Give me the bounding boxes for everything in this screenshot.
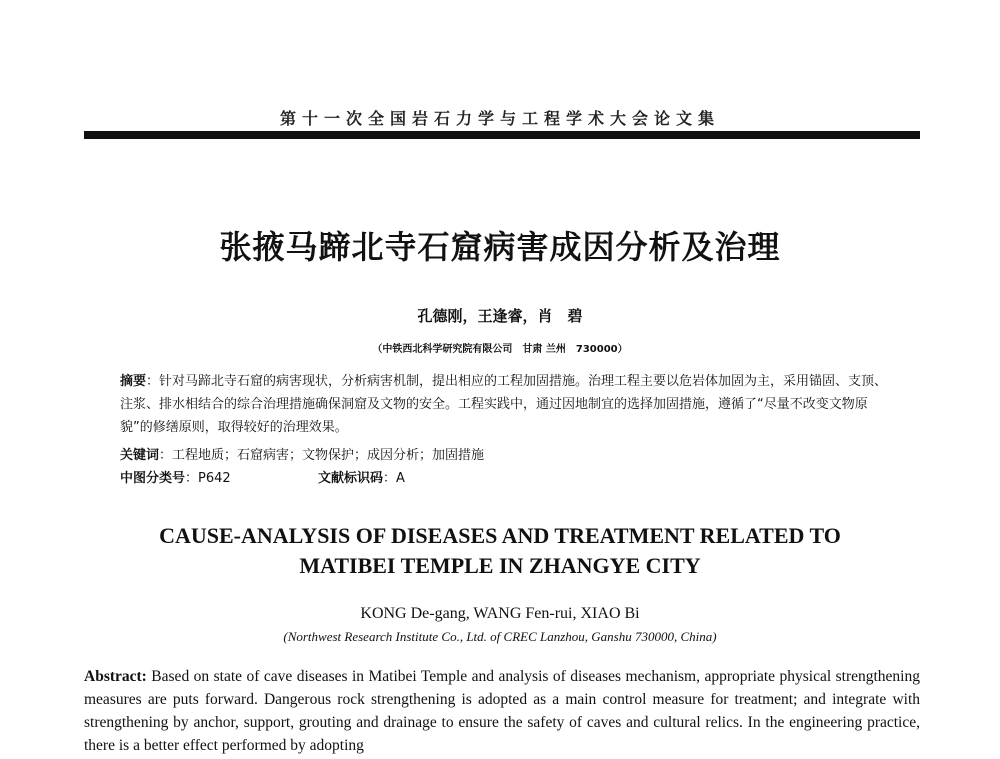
classification-label: 中图分类号 <box>120 471 186 486</box>
document-code <box>318 467 405 486</box>
chinese-abstract-label: 摘要 <box>120 374 147 389</box>
english-title <box>0 521 1000 581</box>
english-abstract-label: Abstract: <box>84 668 147 685</box>
chinese-keywords <box>120 444 484 463</box>
english-title-line-1: CAUSE-ANALYSIS OF DISEASES AND TREATMENT RELATED TO <box>159 523 841 548</box>
english-authors: KONG De-gang, WANG Fen-rui, XIAO Bi <box>360 605 640 622</box>
header-rule <box>84 131 920 139</box>
document-code-label: 文献标识码 <box>318 471 384 486</box>
chinese-keywords-text: ：工程地质；石窟病害；文物保护；成因分析；加固措施 <box>159 448 485 463</box>
document-code-value: ：A <box>383 471 405 486</box>
classification-value: ：P642 <box>185 471 231 486</box>
english-title-line-2: MATIBEI TEMPLE IN ZHANGYE CITY <box>299 553 701 578</box>
english-abstract <box>84 665 920 757</box>
english-affiliation: (Northwest Research Institute Co., Ltd. of CREC Lanzhou, Ganshu 730000, China) <box>283 629 717 644</box>
chinese-affiliation: （中铁西北科学研究院有限公司 甘肃 兰州 730000） <box>372 344 628 355</box>
english-abstract-text: Based on state of cave diseases in Matibei Temple and analysis of diseases mechanism, appropriate physical strengthening measures are puts forward. Dangerous rock strengthening is adopted as a main control measure for treatment; and integrate with strengthening by anchor, support, grouting and drainage to ensure the safety of caves and cultural relics. In the engineering practice, there is a better effect performed by adopting <box>84 668 920 754</box>
conference-header: 第十一次全国岩石力学与工程学术大会论文集 <box>279 109 720 128</box>
classification-number <box>120 467 231 486</box>
chinese-authors: 孔德刚，王逢睿，肖 碧 <box>417 307 583 325</box>
chinese-title: 张掖马蹄北寺石窟病害成因分析及治理 <box>219 228 781 266</box>
chinese-abstract-text: ：针对马蹄北寺石窟的病害现状，分析病害机制，提出相应的工程加固措施。治理工程主要以危岩体加固为主，采用锚固、支顶、注浆、排水相结合的综合治理措施确保洞窟及文物的安全。工程实践中，通过因地制宜的选择加固措施，遵循了“尽量不改变文物原貌”的修缮原则，取得较好的治理效果。 <box>120 374 888 435</box>
chinese-abstract <box>120 370 890 439</box>
chinese-keywords-label: 关键词 <box>120 448 160 463</box>
